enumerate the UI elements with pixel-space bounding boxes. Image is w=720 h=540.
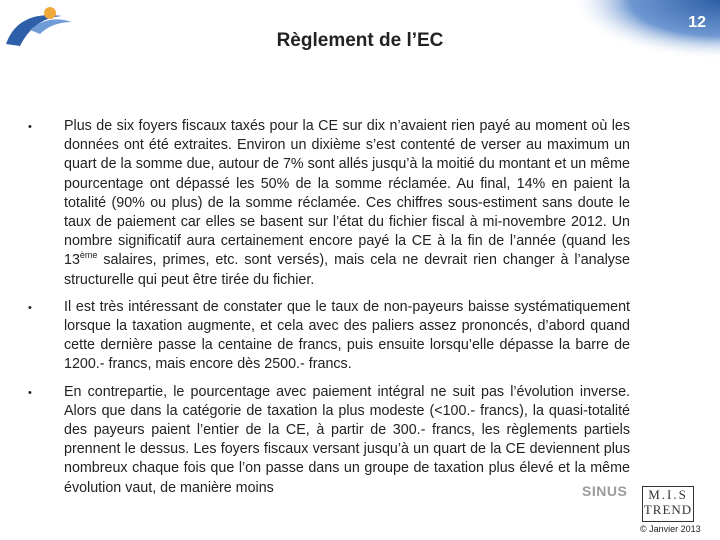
paragraph-1: [64, 117, 630, 290]
paragraph-3: En contrepartie, le pourcentage avec paiement intégral ne suit pas l’évolution inverse. Alors que dans la catégorie de taxation la plus modeste (<100.- francs), la quasi-totalité des payeurs paient l’entier de la CE, à partir de 300.- francs, les règlements partiels prennent le dessus. Les foyers fiscaux versant jusqu’à un quart de la CE deviennent plus nombreux chaque fois que l’on passe dans un groupe de taxation plus élevé et la même évolution vaut, de manière moins: [64, 383, 630, 496]
page-number: 12: [688, 14, 706, 31]
slide-title: Règlement de l’EC: [276, 30, 444, 51]
mis-logo-line2: TREND: [643, 502, 693, 517]
bullet-item: [28, 117, 630, 290]
mis-trend-logo: [642, 486, 694, 522]
copyright-notice: © Janvier 2013: [640, 524, 701, 534]
paragraph-1-text: Plus de six foyers fiscaux taxés pour la CE sur dix n’avaient rien payé au moment où les données ont été extraites. Environ un dixième s’est contenté de verser au maximum un quart de la somme due, autour de 7% sont allés jusqu’à la moitié du montant et un même pourcentage ont dépassé les 50% de la somme réclamée. Au final, 14% en paient la totalité (90% ou plus) de la somme réclamée. Ces chiffres sous-estiment sans doute le taux de paiement car elles se basent sur l’état du fichier fiscal à mi-novembre 2012. Un nombre significatif aura certainement encore payé la CE à la fin de l’année (quand les 13: [64, 118, 630, 269]
paragraph-1-text-end: salaires, primes, etc. sont versés), mais cela ne devrait rien changer à l’analyse structurelle qui peut être tirée du fichier.: [64, 252, 630, 288]
bullet-item: [28, 383, 630, 498]
mis-logo-line1: M.I.S: [648, 487, 688, 502]
slide-body: [28, 117, 630, 506]
bullet-icon: •: [28, 121, 32, 133]
sinus-logo: SINUS: [582, 483, 628, 499]
bullet-icon: •: [28, 301, 32, 314]
ordinal-superscript: ème: [79, 250, 98, 261]
bullet-icon: •: [28, 386, 32, 399]
paragraph-2: Il est très intéressant de constater que le taux de non-payeurs baisse systématiquement lorsque la taxation augmente, et cela avec des paliers assez prononcés, d’abord quand cette dernière passe la centaine de francs, puis ensuite lorsqu’elle dépasse la barre de 1200.- francs, mais encore dès 2500.- francs.: [64, 298, 630, 373]
bullet-item: [28, 298, 630, 375]
